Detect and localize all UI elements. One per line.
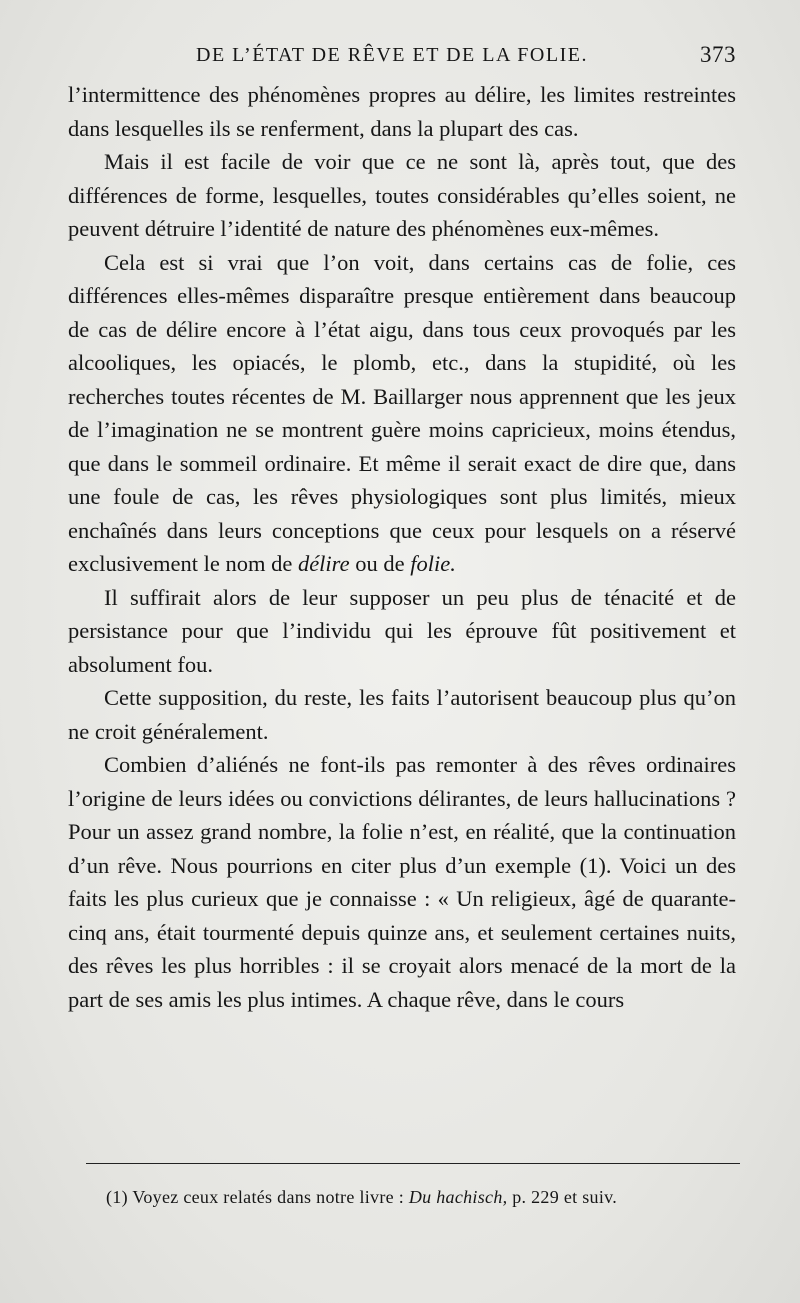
paragraph-text: ou de [349, 551, 411, 576]
italic-term: folie. [410, 551, 456, 576]
running-title: DE L’ÉTAT DE RÊVE ET DE LA FOLIE. [196, 44, 588, 66]
page-number: 373 [700, 42, 736, 67]
paragraph: Il suffirait alors de leur supposer un peu plus de ténacité et de persistance pour que l’individu qui les éprouve fût positivement et absolument fou. [68, 584, 736, 677]
paragraph-text: Cela est si vrai que l’on voit, dans certains cas de folie, ces différences elles-mêmes disparaître presque entièrement dans beaucoup de cas de délire encore à l’état aigu, dans tous ceux provoqués par les alcooliques, les opiacés, le plomb, etc., dans la stupidité, où les recherches toutes récentes de M. Baillarger nous apprennent que les jeux de l’imagination ne se montrent guère moins capricieux, moins étendus, que dans le sommeil ordinaire. Et même il serait exact de dire que, dans une foule de cas, les rêves physiologiques sont plus limités, mieux enchaînés dans leurs conceptions que ceux pour lesquels on a réservé exclusivement le nom de [68, 249, 736, 576]
paragraph: Cette supposition, du reste, les faits l’autorisent beaucoup plus qu’on ne croit généralement. [68, 685, 736, 744]
footnote-rule [86, 1163, 740, 1164]
paragraph [68, 246, 736, 581]
footnote-text: p. 229 et suiv. [507, 1187, 618, 1207]
paragraph-continued: l’intermittence des phénomènes propres au délire, les limites restreintes dans lesquelles ils se renferment, dans la plupart des cas. [68, 82, 736, 141]
footnote [106, 1185, 756, 1209]
footnote-text: (1) Voyez ceux relatés dans notre livre : [106, 1187, 409, 1207]
body-text [68, 78, 736, 1016]
paragraph: Mais il est facile de voir que ce ne sont là, après tout, que des différences de forme, lesquelles, toutes considérables qu’elles soient, ne peuvent détruire l’identité de nature des phénomènes eux-mêmes. [68, 149, 736, 241]
page-header [196, 40, 736, 74]
italic-term: délire [297, 551, 350, 576]
paragraph: Combien d’aliénés ne font-ils pas remonter à des rêves ordinaires l’origine de leurs idées ou convictions délirantes, de leurs hallucinations ? Pour un assez grand nombre, la folie n’est, en réalité, que la continuation d’un rêve. Nous pourrions en citer plus d’un exemple (1). Voici un des faits les plus curieux que je connaisse : « Un religieux, âgé de quarante-cinq ans, était tourmenté depuis quinze ans, et seulement certaines nuits, des rêves les plus horribles : il se croyait alors menacé de la mort de la part de ses amis les plus intimes. A chaque rêve, dans le cours [68, 752, 736, 1012]
footnote-book-title: Du hachisch, [408, 1187, 508, 1207]
